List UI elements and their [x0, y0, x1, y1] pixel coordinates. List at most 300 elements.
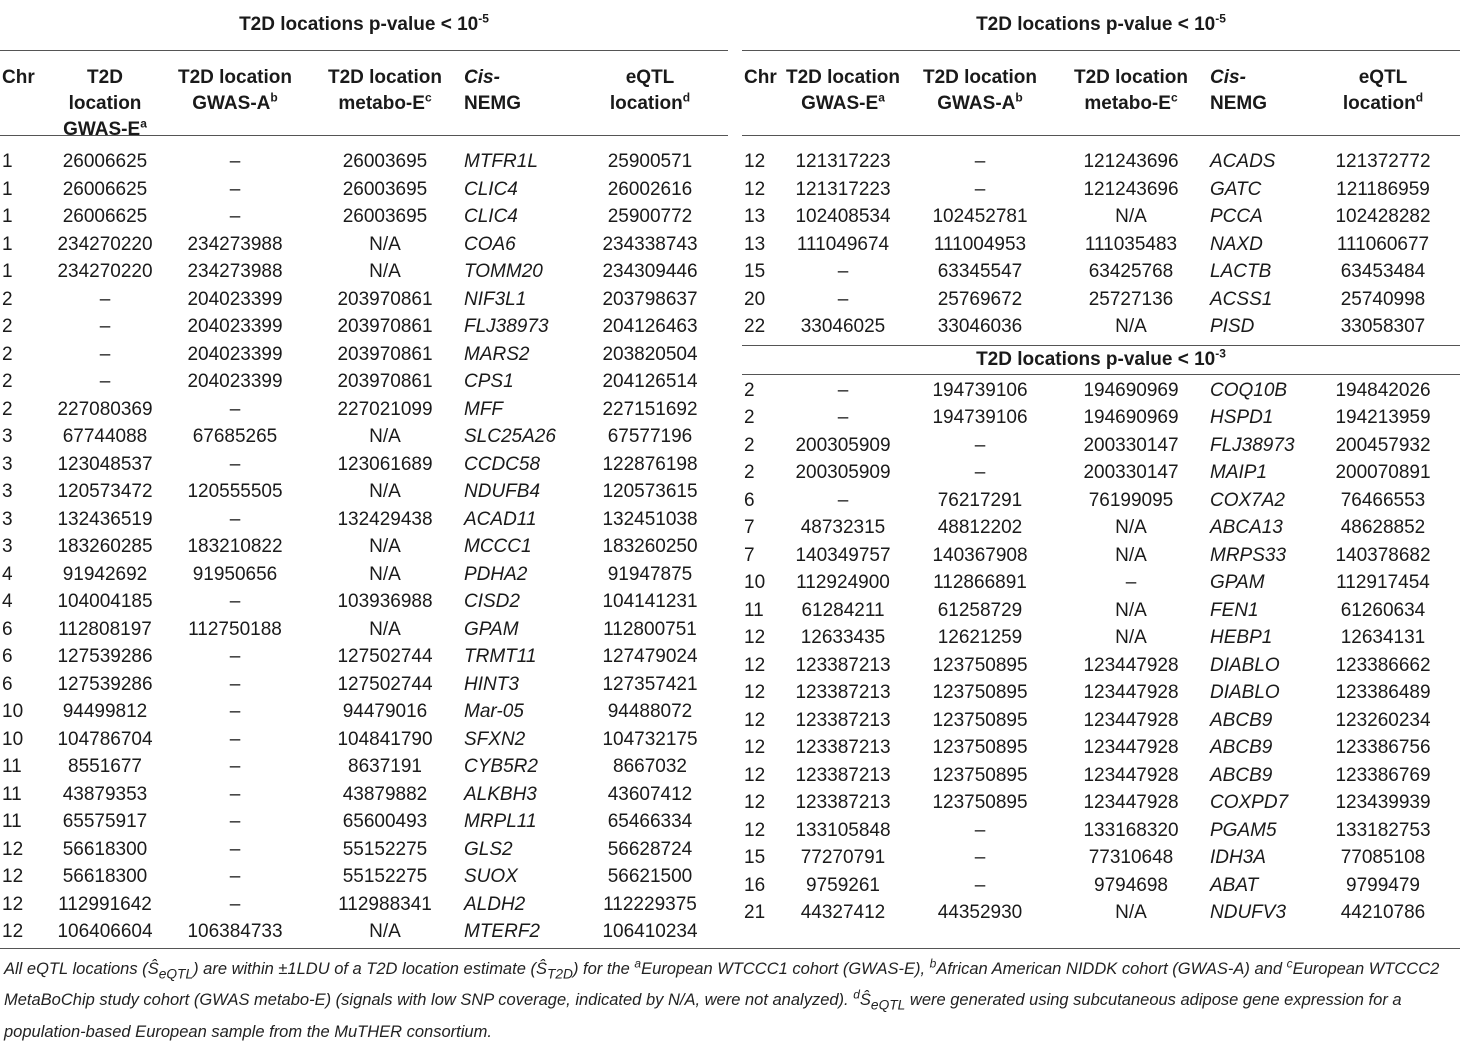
cell-cis-nemg: ABCB9	[1210, 737, 1273, 758]
cell-cis-nemg: GPAM	[1210, 572, 1265, 593]
cell-metabo-e: N/A	[1115, 544, 1147, 566]
cell-metabo-e: N/A	[369, 233, 401, 255]
header-metabo-e: T2D location metabo-$E^c$	[327, 67, 442, 114]
table-row	[0, 781, 728, 809]
cell-gwas-a: 123750895	[932, 709, 1028, 731]
cell-gwas-e: –	[99, 288, 111, 310]
cell-gwas-e: 94499812	[62, 701, 148, 722]
cell-chr: 20	[744, 288, 766, 310]
cell-gwas-e: –	[837, 261, 849, 282]
cell-gwas-e: 106406604	[57, 921, 153, 942]
cell-eqtl-location: 123386662	[1335, 654, 1431, 676]
cell-metabo-e: 123447928	[1083, 737, 1179, 758]
cell-chr: 16	[744, 874, 766, 896]
cell-metabo-e: N/A	[1115, 316, 1147, 337]
table-row	[0, 423, 728, 451]
cell-gwas-a: 234273988	[187, 261, 283, 282]
cell-chr: 2	[744, 462, 755, 483]
cell-chr: 13	[744, 233, 766, 255]
cell-metabo-e: N/A	[1115, 902, 1147, 923]
header-cis-nemg: Cis- NEMG	[464, 67, 521, 114]
cell-gwas-e: 26006625	[62, 206, 148, 227]
cell-gwas-a: 48812202	[937, 517, 1023, 538]
cell-gwas-e: –	[99, 316, 111, 337]
header-cis-nemg: Cis- NEMG	[1210, 67, 1267, 114]
cell-eqtl-location: 94488072	[607, 701, 693, 722]
cell-gwas-e: 9759261	[806, 874, 880, 896]
table-row	[742, 597, 1460, 625]
cell-gwas-a: –	[229, 811, 241, 832]
cell-gwas-a: –	[229, 701, 241, 722]
cell-gwas-e: 140349757	[795, 544, 891, 566]
table-row	[742, 624, 1460, 652]
cell-chr: 2	[744, 407, 755, 428]
cell-metabo-e: 123447928	[1083, 654, 1179, 676]
cell-gwas-e: 91942692	[62, 563, 148, 585]
table-row	[0, 286, 728, 314]
cell-cis-nemg: CLIC4	[464, 178, 518, 200]
table-row	[742, 258, 1460, 286]
cell-gwas-e: 121317223	[795, 151, 891, 172]
left-table-header	[0, 57, 728, 140]
cell-chr: 2	[2, 288, 13, 310]
cell-metabo-e: 203970861	[337, 371, 433, 392]
cell-metabo-e: N/A	[1115, 599, 1147, 621]
cell-gwas-e: 121317223	[795, 178, 891, 200]
cell-metabo-e: 127502744	[337, 646, 433, 667]
cell-metabo-e: 203970861	[337, 288, 433, 310]
cell-gwas-e: 123387213	[795, 682, 891, 703]
cell-gwas-a: 12621259	[937, 627, 1023, 648]
cell-chr: 13	[744, 206, 766, 227]
cell-gwas-a: –	[229, 838, 241, 860]
cell-metabo-e: 123447928	[1083, 792, 1179, 813]
cell-cis-nemg: CLIC4	[464, 206, 518, 227]
cell-eqtl-location: 56628724	[607, 838, 693, 860]
table-row	[742, 286, 1460, 314]
cell-cis-nemg: MARS2	[464, 343, 530, 365]
cell-eqtl-location: 203798637	[602, 288, 698, 310]
table-row	[0, 643, 728, 671]
cell-eqtl-location: 56621500	[607, 866, 693, 887]
cell-gwas-e: 133105848	[795, 819, 891, 841]
cell-eqtl-location: 123439939	[1335, 792, 1431, 813]
cell-cis-nemg: MTFR1L	[464, 151, 538, 172]
cell-eqtl-location: 127479024	[602, 646, 698, 667]
cell-cis-nemg: TRMT11	[464, 646, 537, 667]
header-gwas-a: T2D location GWAS-$A^b$	[922, 67, 1037, 114]
cell-metabo-e: N/A	[1115, 627, 1147, 648]
table-row	[742, 459, 1460, 487]
table-row	[742, 148, 1460, 176]
cell-cis-nemg: COXPD7	[1210, 792, 1289, 813]
cell-cis-nemg: ABCB9	[1210, 764, 1273, 786]
cell-chr: 12	[744, 627, 766, 648]
cell-metabo-e: –	[1125, 572, 1137, 593]
cell-chr: 1	[2, 151, 13, 172]
cell-gwas-e: 112924900	[796, 572, 890, 593]
cell-metabo-e: N/A	[369, 618, 401, 640]
cell-metabo-e: 121243696	[1083, 178, 1179, 200]
cell-gwas-e: 112808197	[58, 618, 152, 640]
cell-metabo-e: 123447928	[1083, 709, 1179, 731]
left-table-title: T2D locations p-value < $10^{-5}$	[0, 0, 728, 51]
cell-cis-nemg: HINT3	[464, 673, 519, 695]
table-row	[0, 231, 728, 259]
cell-chr: 1	[2, 206, 13, 227]
cell-gwas-a: –	[974, 847, 986, 868]
cell-cis-nemg: PDHA2	[464, 563, 528, 585]
cell-gwas-e: 44327412	[800, 902, 886, 923]
cell-chr: 12	[2, 921, 24, 942]
cell-chr: 10	[2, 701, 24, 722]
cell-gwas-e: –	[837, 489, 849, 511]
cell-gwas-e: 123387213	[795, 654, 891, 676]
table-row	[742, 872, 1460, 900]
cell-gwas-a: –	[974, 434, 986, 456]
cell-chr: 2	[744, 434, 755, 456]
cell-chr: 15	[744, 847, 766, 868]
cell-cis-nemg: CYB5R2	[464, 756, 538, 777]
cell-gwas-e: 104786704	[57, 728, 153, 750]
cell-gwas-a: –	[229, 756, 241, 777]
table-row	[742, 377, 1460, 405]
cell-metabo-e: 133168320	[1083, 819, 1179, 841]
table-row	[742, 487, 1460, 515]
cell-cis-nemg: ACAD11	[464, 508, 537, 530]
table-row	[0, 176, 728, 204]
cell-chr: 4	[2, 591, 13, 612]
cell-cis-nemg: PCCA	[1210, 206, 1263, 227]
cell-eqtl-location: 112800751	[603, 618, 697, 640]
cell-metabo-e: 26003695	[342, 206, 428, 227]
cell-eqtl-location: 112229375	[603, 893, 697, 915]
cell-gwas-a: 234273988	[187, 233, 283, 255]
cell-chr: 12	[744, 819, 766, 841]
cell-chr: 6	[2, 618, 13, 640]
cell-chr: 11	[2, 811, 22, 832]
cell-gwas-a: 123750895	[932, 764, 1028, 786]
cell-metabo-e: N/A	[369, 563, 401, 585]
cell-gwas-e: 120573472	[57, 481, 153, 502]
header-gwas-e: T2D location GWAS-$E^a$	[785, 67, 900, 114]
cell-chr: 12	[744, 151, 766, 172]
cell-gwas-a: 61258729	[937, 599, 1023, 621]
cell-eqtl-location: 204126463	[602, 316, 698, 337]
cell-gwas-e: 56618300	[62, 838, 148, 860]
cell-eqtl-location: 25900571	[607, 151, 693, 172]
cell-gwas-a: 204023399	[187, 343, 283, 365]
cell-chr: 12	[2, 893, 24, 915]
cell-cis-nemg: SUOX	[464, 866, 518, 887]
cell-eqtl-location: 200070891	[1335, 462, 1431, 483]
cell-metabo-e: 25727136	[1088, 288, 1174, 310]
cell-metabo-e: 77310648	[1088, 847, 1174, 868]
table-row	[0, 891, 728, 919]
cell-cis-nemg: ABCB9	[1210, 709, 1273, 731]
cell-cis-nemg: GPAM	[464, 618, 519, 640]
table-row	[0, 698, 728, 726]
cell-eqtl-location: 102428282	[1335, 206, 1431, 227]
cell-cis-nemg: PGAM5	[1210, 819, 1277, 841]
header-chr: Chr	[2, 67, 35, 88]
cell-eqtl-location: 200457932	[1335, 434, 1431, 456]
header-eqtl-location: eQTL location$^d$	[609, 67, 691, 114]
cell-metabo-e: 123447928	[1083, 764, 1179, 786]
cell-gwas-a: 204023399	[187, 316, 283, 337]
cell-cis-nemg: MRPL11	[464, 811, 537, 832]
cell-chr: 6	[2, 646, 13, 667]
table-row	[742, 734, 1460, 762]
cell-gwas-e: 200305909	[795, 462, 891, 483]
cell-gwas-a: –	[229, 151, 241, 172]
cell-chr: 2	[2, 371, 13, 392]
cell-metabo-e: N/A	[369, 261, 401, 282]
cell-eqtl-location: 8667032	[613, 756, 687, 777]
cell-eqtl-location: 43607412	[607, 783, 693, 805]
cell-cis-nemg: CPS1	[464, 371, 514, 392]
cell-cis-nemg: MCCC1	[464, 536, 532, 557]
cell-gwas-e: 132436519	[57, 508, 153, 530]
cell-eqtl-location: 140378682	[1335, 544, 1431, 566]
cell-gwas-e: –	[837, 379, 849, 401]
cell-eqtl-location: 104141231	[602, 591, 698, 612]
cell-chr: 12	[744, 764, 766, 786]
cell-gwas-a: –	[229, 866, 241, 887]
cell-gwas-a: 204023399	[187, 288, 283, 310]
table-row	[0, 203, 728, 231]
cell-gwas-e: 26006625	[62, 151, 148, 172]
cell-cis-nemg: DIABLO	[1210, 654, 1280, 676]
table-row	[0, 671, 728, 699]
cell-chr: 3	[2, 426, 13, 447]
cell-gwas-a: 106384733	[187, 921, 283, 942]
cell-metabo-e: 112988341	[338, 893, 432, 915]
table-footnote: All eQTL locations $(Ŝ_{eQTL})$ are within ±1LDU of a T2D location estimate $(Ŝ_{T2D})$ for the $^a$European WTCCC1 cohort (GWAS-E), $^b$African American NIDDK cohort (GWAS-A) and $^c$European WTCCC2 MetaBoChip study cohort (GWAS metabo-E) (signals with low SNP coverage, indicated by N/A, were not analyzed). $^dŜ_{eQTL}$ were generated using subcutaneous adipose gene expression for a population-based European sample from the MuTHER consortium.	[4, 956, 1440, 1041]
cell-eqtl-location: 203820504	[602, 343, 698, 365]
cell-chr: 2	[2, 398, 13, 420]
table-row	[742, 569, 1460, 597]
table-row	[0, 313, 728, 341]
cell-eqtl-location: 76466553	[1340, 489, 1426, 511]
cell-gwas-a: 123750895	[932, 654, 1028, 676]
cell-gwas-e: 33046025	[800, 316, 886, 337]
cell-eqtl-location: 67577196	[607, 426, 693, 447]
cell-cis-nemg: GATC	[1210, 178, 1262, 200]
cell-cis-nemg: ABAT	[1210, 874, 1259, 896]
header-gwas-a: T2D location GWAS-$A^b$	[177, 67, 292, 114]
cell-metabo-e: 65600493	[342, 811, 428, 832]
table-row	[742, 707, 1460, 735]
cell-gwas-a: 63345547	[937, 261, 1023, 282]
table-row	[0, 808, 728, 836]
right-table-body-2	[742, 377, 1460, 927]
cell-gwas-a: 112750188	[188, 618, 282, 640]
table-row	[0, 918, 728, 946]
cell-gwas-e: 67744088	[62, 426, 148, 447]
cell-cis-nemg: ALDH2	[464, 893, 526, 915]
cell-gwas-e: –	[99, 371, 111, 392]
cell-cis-nemg: MRPS33	[1210, 544, 1287, 566]
cell-gwas-e: 183260285	[57, 536, 153, 557]
cell-cis-nemg: HSPD1	[1210, 407, 1274, 428]
right-table-title: T2D locations p-value < $10^{-5}$	[742, 0, 1460, 51]
cell-gwas-e: 123048537	[57, 453, 153, 475]
cell-gwas-e: –	[837, 407, 849, 428]
cell-eqtl-location: 123386489	[1335, 682, 1431, 703]
cell-eqtl-location: 234309446	[602, 261, 698, 282]
cell-gwas-a: –	[229, 453, 241, 475]
cell-chr: 6	[2, 673, 13, 695]
table-row	[742, 789, 1460, 817]
cell-eqtl-location: 77085108	[1340, 847, 1426, 868]
cell-metabo-e: 55152275	[342, 838, 428, 860]
cell-cis-nemg: NDUFB4	[464, 481, 541, 502]
cell-chr: 12	[2, 838, 24, 860]
cell-gwas-e: 127539286	[57, 646, 153, 667]
table-row	[742, 176, 1460, 204]
cell-gwas-a: –	[974, 151, 986, 172]
cell-cis-nemg: ALKBH3	[464, 783, 537, 805]
table-row	[0, 258, 728, 286]
cell-gwas-e: 12633435	[800, 627, 886, 648]
cell-gwas-a: –	[229, 646, 241, 667]
cell-chr: 3	[2, 481, 13, 502]
cell-chr: 11	[2, 756, 22, 777]
cell-gwas-e: 102408534	[795, 206, 891, 227]
cell-chr: 7	[744, 544, 755, 566]
cell-gwas-a: –	[229, 508, 241, 530]
cell-gwas-a: –	[229, 591, 241, 612]
cell-metabo-e: 123447928	[1083, 682, 1179, 703]
table-row	[742, 762, 1460, 790]
cell-cis-nemg: PISD	[1210, 316, 1255, 337]
cell-cis-nemg: CCDC58	[464, 453, 541, 475]
table-row	[0, 368, 728, 396]
cell-chr: 2	[2, 316, 13, 337]
cell-cis-nemg: IDH3A	[1210, 847, 1266, 868]
cell-metabo-e: 94479016	[342, 701, 428, 722]
cell-eqtl-location: 106410234	[602, 921, 698, 942]
table-row	[742, 313, 1460, 341]
cell-chr: 1	[2, 261, 13, 282]
cell-cis-nemg: LACTB	[1210, 261, 1272, 282]
cell-gwas-e: 227080369	[57, 398, 153, 420]
cell-gwas-e: 43879353	[62, 783, 148, 805]
cell-eqtl-location: 63453484	[1340, 261, 1426, 282]
cell-chr: 4	[2, 563, 13, 585]
cell-metabo-e: 43879882	[342, 783, 428, 805]
cell-eqtl-location: 120573615	[602, 481, 698, 502]
cell-metabo-e: 203970861	[337, 343, 433, 365]
cell-eqtl-location: 104732175	[602, 728, 698, 750]
cell-chr: 6	[744, 489, 755, 511]
cell-cis-nemg: ABCA13	[1210, 517, 1283, 538]
table-row	[742, 652, 1460, 680]
cell-metabo-e: 194690969	[1083, 379, 1179, 401]
cell-cis-nemg: NIF3L1	[464, 288, 527, 310]
cell-eqtl-location: 227151692	[602, 398, 698, 420]
cell-eqtl-location: 194842026	[1335, 379, 1431, 401]
cell-metabo-e: 76199095	[1088, 489, 1174, 511]
table-row	[0, 726, 728, 754]
header-gwas-e: T2D location GWAS-$E^a$	[63, 67, 147, 140]
header-eqtl-location: eQTL location$^d$	[1342, 67, 1424, 114]
cell-gwas-e: 234270220	[57, 261, 153, 282]
cell-chr: 12	[744, 654, 766, 676]
cell-metabo-e: 8637191	[348, 756, 422, 777]
cell-gwas-a: –	[229, 728, 241, 750]
cell-gwas-a: 194739106	[932, 407, 1028, 428]
cell-eqtl-location: 121186959	[1336, 178, 1430, 200]
cell-chr: 2	[744, 379, 755, 401]
table-row	[742, 899, 1460, 927]
cell-gwas-a: 183210822	[187, 536, 283, 557]
cell-cis-nemg: COX7A2	[1210, 489, 1285, 511]
cell-gwas-a: 140367908	[932, 544, 1028, 566]
table-row	[742, 404, 1460, 432]
cell-gwas-e: 112991642	[58, 893, 152, 915]
table-row	[0, 836, 728, 864]
cell-metabo-e: 127502744	[337, 673, 433, 695]
cell-chr: 3	[2, 453, 13, 475]
table-row	[742, 231, 1460, 259]
left-table-body	[0, 136, 728, 946]
cell-gwas-a: –	[229, 178, 241, 200]
cell-eqtl-location: 112917454	[1336, 572, 1430, 593]
cell-gwas-e: 8551677	[68, 756, 142, 777]
cell-cis-nemg: HEBP1	[1210, 627, 1273, 648]
cell-gwas-e: 127539286	[57, 673, 153, 695]
cell-metabo-e: 63425768	[1088, 261, 1174, 282]
table-row	[0, 588, 728, 616]
table-row	[742, 514, 1460, 542]
cell-cis-nemg: GLS2	[464, 838, 513, 860]
cell-gwas-a: 76217291	[937, 489, 1023, 511]
cell-chr: 7	[744, 517, 755, 538]
cell-gwas-a: 123750895	[932, 682, 1028, 703]
cell-gwas-e: 56618300	[62, 866, 148, 887]
cell-chr: 12	[744, 737, 766, 758]
cell-metabo-e: 26003695	[342, 151, 428, 172]
cell-gwas-a: 44352930	[937, 902, 1023, 923]
left-table-panel	[0, 0, 728, 946]
cell-chr: 12	[744, 792, 766, 813]
cell-gwas-e: –	[99, 343, 111, 365]
cell-eqtl-location: 33058307	[1340, 316, 1426, 337]
cell-gwas-a: –	[229, 398, 241, 420]
cell-eqtl-location: 183260250	[602, 536, 698, 557]
cell-gwas-e: –	[837, 288, 849, 310]
cell-chr: 21	[744, 902, 766, 923]
cell-gwas-a: 67685265	[192, 426, 278, 447]
cell-cis-nemg: FEN1	[1210, 599, 1259, 621]
cell-gwas-e: 123387213	[795, 737, 891, 758]
cell-gwas-e: 26006625	[62, 178, 148, 200]
table-row	[0, 561, 728, 589]
cell-eqtl-location: 194213959	[1335, 407, 1431, 428]
cell-eqtl-location: 132451038	[602, 508, 698, 530]
cell-gwas-e: 48732315	[800, 517, 886, 538]
table-row	[0, 396, 728, 424]
table-bottom-rule	[0, 948, 1460, 949]
cell-eqtl-location: 12634131	[1340, 627, 1426, 648]
table-row	[742, 844, 1460, 872]
right-table-subtitle: T2D locations p-value < $10^{-3}$	[742, 345, 1460, 375]
cell-eqtl-location: 121372772	[1335, 151, 1431, 172]
cell-gwas-a: –	[974, 462, 986, 483]
cell-gwas-a: 91950656	[192, 563, 278, 585]
